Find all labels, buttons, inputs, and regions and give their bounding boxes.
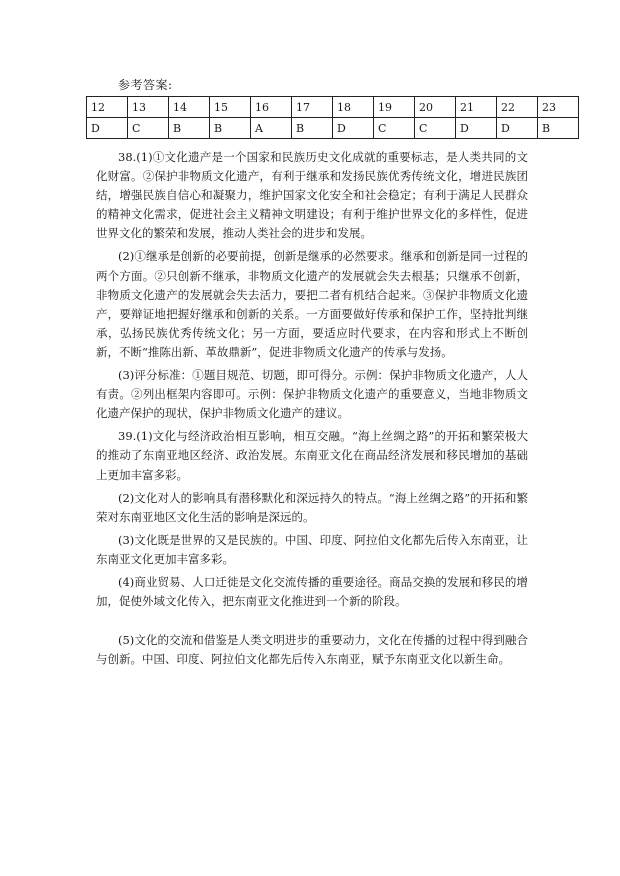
question-number-cell: 21 (456, 97, 497, 118)
answer-letter-cell: D (497, 118, 538, 139)
answer-letter-cell: D (456, 118, 497, 139)
answer-letter-row (87, 118, 579, 139)
question-number-cell: 17 (292, 97, 333, 118)
question-number-cell: 16 (251, 97, 292, 118)
answer-letter-cell: D (333, 118, 374, 139)
q39-part1-paragraph: 39.(1)文化与经济政治相互影响，相互交融。“海上丝绸之路”的开拓和繁荣极大的推动了东南亚地区经济、政治发展。东南亚文化在商品经济发展和移民增加的基础上更加丰富多彩。 (96, 429, 528, 482)
question-number-cell: 14 (169, 97, 210, 118)
answer-explanations (96, 148, 528, 673)
question-number-cell: 12 (87, 97, 128, 118)
question-number-cell: 19 (374, 97, 415, 118)
question-number-cell: 20 (415, 97, 456, 118)
answer-letter-cell: B (292, 118, 333, 139)
question-number-cell: 23 (538, 97, 579, 118)
q39-part3-paragraph: (3)文化既是世界的又是民族的。中国、印度、阿拉伯文化都先后传入东南亚，让东南亚文化更加丰富多彩。 (96, 532, 528, 566)
answer-letter-cell: B (169, 118, 210, 139)
q39-part4-paragraph: (4)商业贸易、人口迁徙是文化交流传播的重要途径。商品交换的发展和移民的增加，促使外域文化传入，把东南亚文化推进到一个新的阶段。 (96, 574, 528, 609)
answer-letter-cell: C (128, 118, 169, 139)
question-number-cell: 15 (210, 97, 251, 118)
q39-part2-paragraph: (2)文化对人的影响具有潜移默化和深远持久的特点。“海上丝绸之路”的开拓和繁荣对东南亚地区文化生活的影响是深远的。 (96, 490, 528, 524)
answer-table (86, 96, 579, 139)
answer-letter-cell: D (87, 118, 128, 139)
question-number-cell: 22 (497, 97, 538, 118)
answer-letter-cell: A (251, 118, 292, 139)
answer-letter-cell: B (538, 118, 579, 139)
q39-part5-paragraph: (5)文化的交流和借鉴是人类文明进步的重要动力，文化在传播的过程中得到融合与创新。中国、印度、阿拉伯文化都先后传入东南亚，赋予东南亚文化以新生命。 (96, 633, 528, 667)
answer-letter-cell: C (415, 118, 456, 139)
answer-letter-cell: C (374, 118, 415, 139)
question-number-row (87, 97, 579, 118)
answer-letter-cell: B (210, 118, 251, 139)
q38-part3-paragraph: (3)评分标准：①题目规范、切题，即可得分。示例：保护非物质文化遗产，人人有责。②列出框架内容即可。示例：保护非物质文化遗产的重要意义，当地非物质文化遗产保护的现状，保护非物质文化遗产的建议。 (96, 368, 528, 421)
q38-part2-paragraph: (2)①继承是创新的必要前提，创新是继承的必然要求。继承和创新是同一过程的两个方面。②只创新不继承，非物质文化遗产的发展就会失去根基；只继承不创新，非物质文化遗产的发展就会失去活力，要把二者有机结合起来。③保护非物质文化遗产，要辩证地把握好继承和创新的关系。一方面要做好传承和保护工作，坚持批判继承，弘扬民族优秀传统文化；另一方面，要适应时代要求，在内容和形式上不断创新，不断“推陈出新、革故鼎新”，促进非物质文化遗产的传承与发扬。 (96, 249, 528, 359)
question-number-cell: 18 (333, 97, 374, 118)
answer-heading: 参考答案: (118, 78, 173, 92)
question-number-cell: 13 (128, 97, 169, 118)
q38-part1-paragraph: 38.(1)①文化遗产是一个国家和民族历史文化成就的重要标志，是人类共同的文化财富。②保护非物质文化遗产，有利于继承和发扬民族优秀传统文化，增进民族团结，增强民族自信心和凝聚力，维护国家文化安全和社会稳定；有利于满足人民群众的精神文化需求，促进社会主义精神文明建设；有利于维护世界文化的多样性，促进世界文化的繁荣和发展，推动人类社会的进步和发展。 (96, 150, 528, 241)
